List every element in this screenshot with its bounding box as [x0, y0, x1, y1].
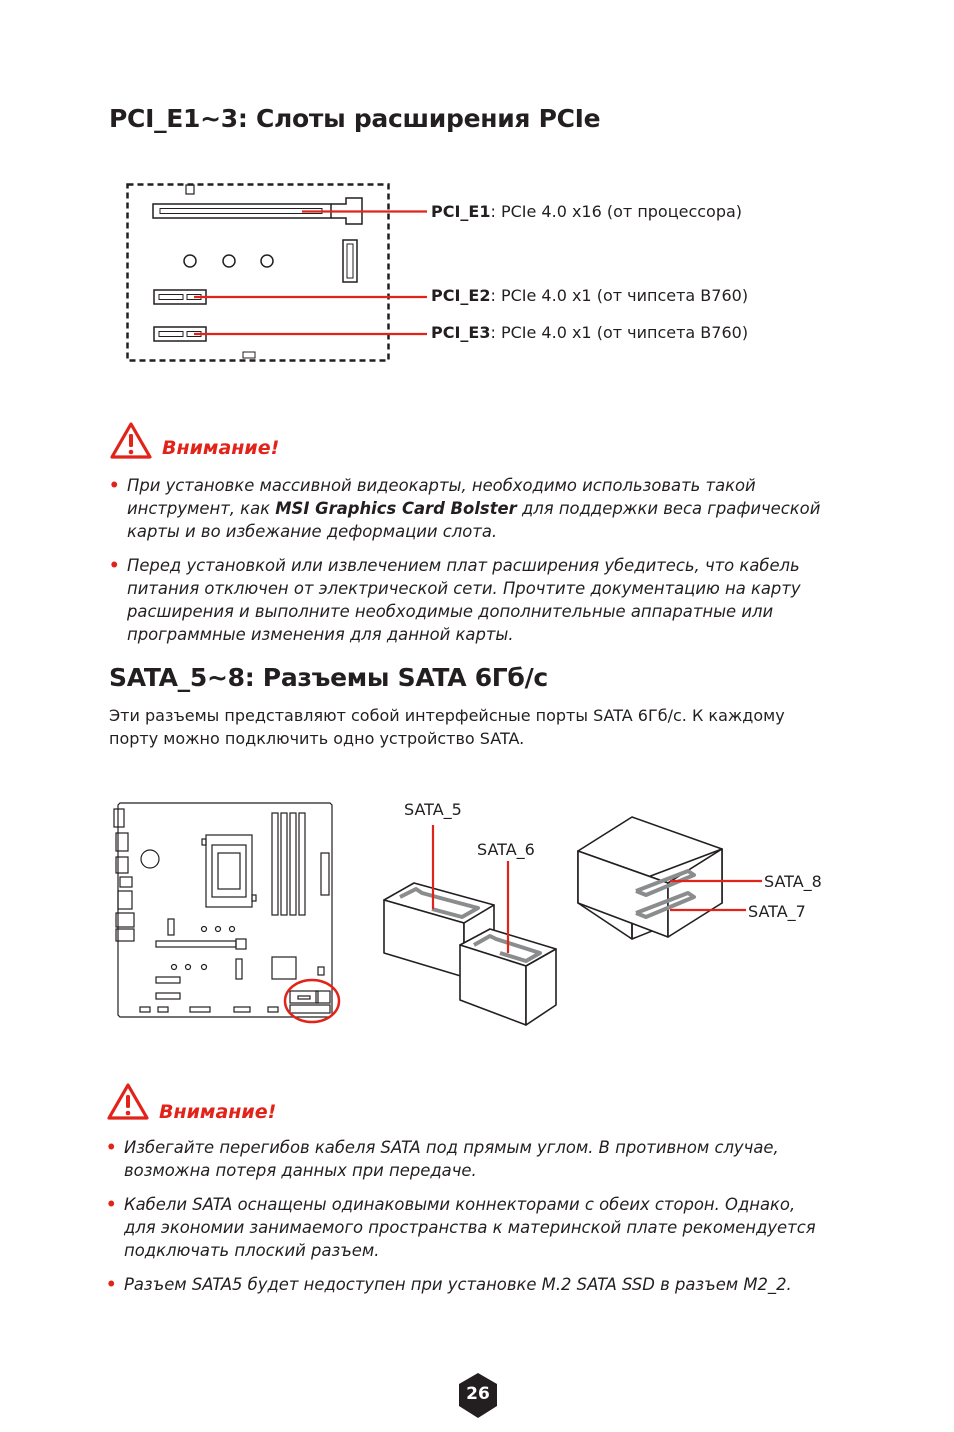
sata8-label: SATA_8: [764, 872, 822, 891]
pci-e2-callout: PCI_E2: PCIe 4.0 x1 (от чипсета B760): [431, 286, 749, 305]
pcie-section-title: PCI_E1~3: Слоты расширения PCIe: [109, 104, 601, 133]
sata5-label: SATA_5: [404, 800, 462, 819]
motherboard-diagram: [100, 795, 350, 1035]
list-item: • Кабели SATA оснащены одинаковыми коннекторами с обеих сторон. Однако, для экономии занимаемого пространства к материнской плате рекомендуется подключать плоский разъем.: [124, 1193, 829, 1262]
list-item: • При установке массивной видеокарты, необходимо использовать такой инструмент, как MSI Graphics Card Bolster для поддержки веса графической карты и во избежание деформации слота.: [127, 474, 827, 543]
warning-2-title: Внимание!: [159, 1101, 277, 1123]
warning-triangle-icon: [109, 421, 153, 461]
list-item: • Избегайте перегибов кабеля SATA под прямым углом. В противном случае, возможна потеря данных при передаче.: [124, 1136, 829, 1182]
pci-e1-callout: PCI_E1: PCIe 4.0 x16 (от процессора): [431, 202, 743, 221]
page-number: 26: [466, 1384, 490, 1404]
warning-triangle-icon: [106, 1082, 150, 1122]
warning-1-title: Внимание!: [162, 437, 280, 459]
sata-section-title: SATA_5~8: Разъемы SATA 6Гб/с: [109, 663, 548, 692]
list-item: • Разъем SATA5 будет недоступен при установке M.2 SATA SSD в разъем M2_2.: [124, 1273, 829, 1296]
warning-1-list: [127, 474, 827, 657]
warning-2-list: [124, 1136, 829, 1307]
pci-e3-callout: PCI_E3: PCIe 4.0 x1 (от чипсета B760): [431, 323, 749, 342]
sata6-label: SATA_6: [477, 840, 535, 859]
list-item: • Перед установкой или извлечением плат расширения убедитесь, что кабель питания отключен от электрической сети. Прочтите документацию на карту расширения и выполните необходимые дополнительные аппаратные или программные изменения для данной карты.: [127, 554, 827, 646]
sata-intro-text: Эти разъемы представляют собой интерфейсные порты SATA 6Гб/с. К каждому порту можно подключить одно устройство SATA.: [109, 706, 785, 748]
sata7-label: SATA_7: [748, 902, 806, 921]
